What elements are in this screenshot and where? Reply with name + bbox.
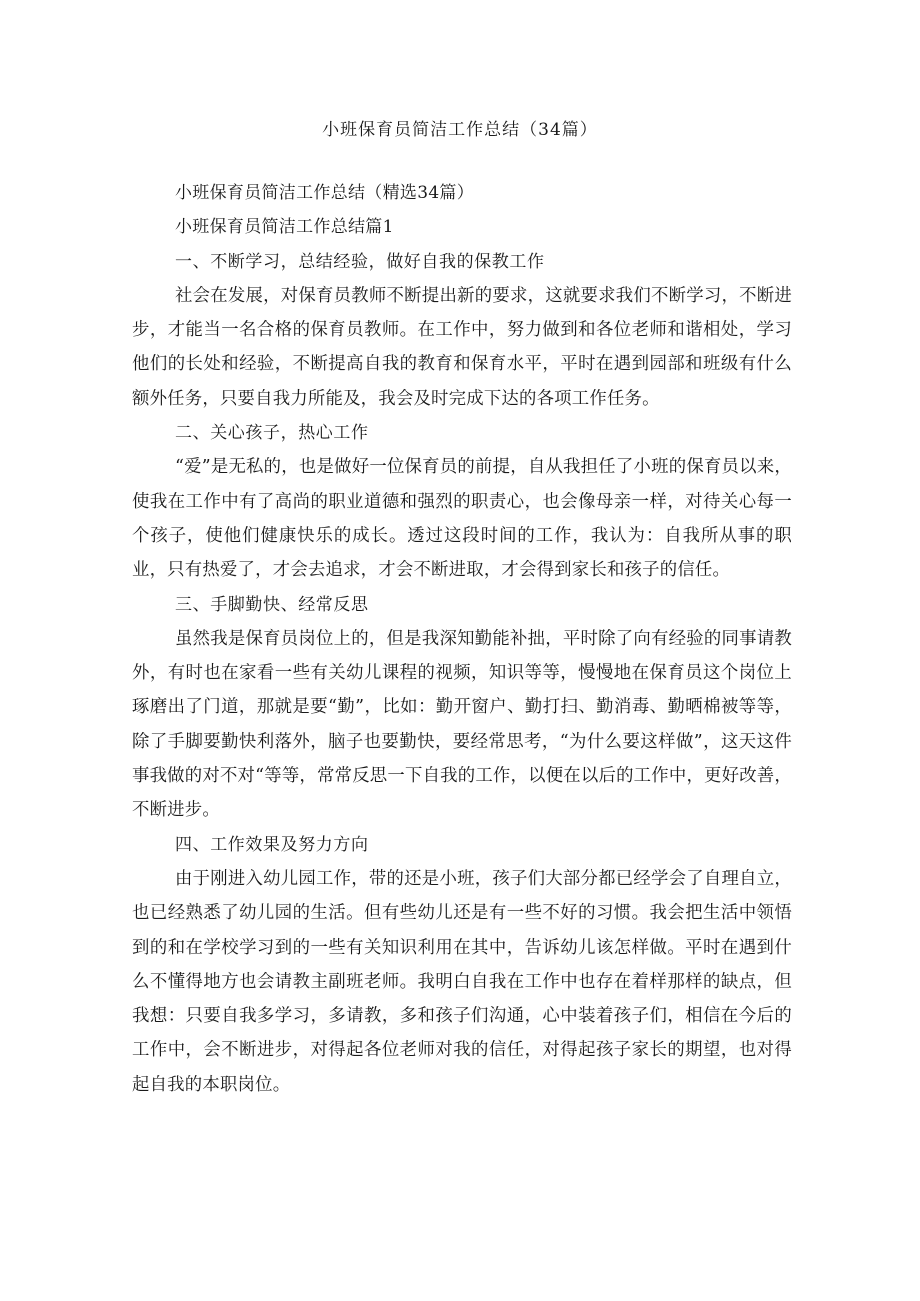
section-heading-2: 二、关心孩子，热心工作 [175, 423, 369, 444]
section-heading-4: 四、工作效果及努力方向 [175, 834, 369, 855]
section-heading-3: 三、手脚勤快、经常反思 [175, 594, 369, 615]
section-body-4: 由于刚进入幼儿园工作，带的还是小班，孩子们大部分都已经学会了自理自立，也已经熟悉了幼儿园的生活。但有些幼儿还是有一些不好的习惯。我会把生活中领悟到的和在学校学习到的一些有关知识利用在其中，告诉幼儿该怎样做。平时在遇到什么不懂得地方也会请教主副班老师。我明白自我在工作中也存在着样那样的缺点，但我想：只要自我多学习，多请教，多和孩子们沟通，心中装着孩子们，相信在今后的工作中，会不断进步，对得起各位老师对我的信任，对得起孩子家长的期望，也对得起自我的本职岗位。 [132, 868, 792, 1095]
section-body-3: 虽然我是保育员岗位上的，但是我深知勤能补拙，平时除了向有经验的同事请教外，有时也在家看一些有关幼儿课程的视频，知识等等，慢慢地在保育员这个岗位上琢磨出了门道，那就是要“勤”，比如：勤开窗户、勤打扫、勤消毒、勤晒棉被等等，除了手脚要勤快利落外，脑子也要勤快，要经常思考，“为什么要这样做”，这天这件事我做的对不对“等等，常常反思一下自我的工作，以便在以后的工作中，更好改善，不断进步。 [132, 628, 792, 821]
document-title: 小班保育员简洁工作总结（34篇） [322, 120, 598, 140]
section-heading-1: 一、不断学习，总结经验，做好自我的保教工作 [175, 251, 545, 272]
section-body-2: “爱”是无私的，也是做好一位保育员的前提，自从我担任了小班的保育员以来，使我在工作中有了高尚的职业道德和强烈的职责心，也会像母亲一样，对待关心每一个孩子，使他们健康快乐的成长。透过这段时间的工作，我认为：自我所从事的职业，只有热爱了，才会去追求，才会不断进取，才会得到家长和孩子的信任。 [132, 457, 792, 581]
section-body-1: 社会在发展，对保育员教师不断提出新的要求，这就要求我们不断学习，不断进步，才能当一名合格的保育员教师。在工作中，努力做到和各位老师和谐相处，学习他们的长处和经验，不断提高自我的教育和保育水平，平时在遇到园部和班级有什么额外任务，只要自我力所能及，我会及时完成下达的各项工作任务。 [132, 285, 792, 409]
document-subtitle: 小班保育员简洁工作总结（精选34篇） [175, 183, 475, 203]
document-content [132, 176, 792, 1102]
article-heading: 小班保育员简洁工作总结篇1 [175, 217, 394, 238]
